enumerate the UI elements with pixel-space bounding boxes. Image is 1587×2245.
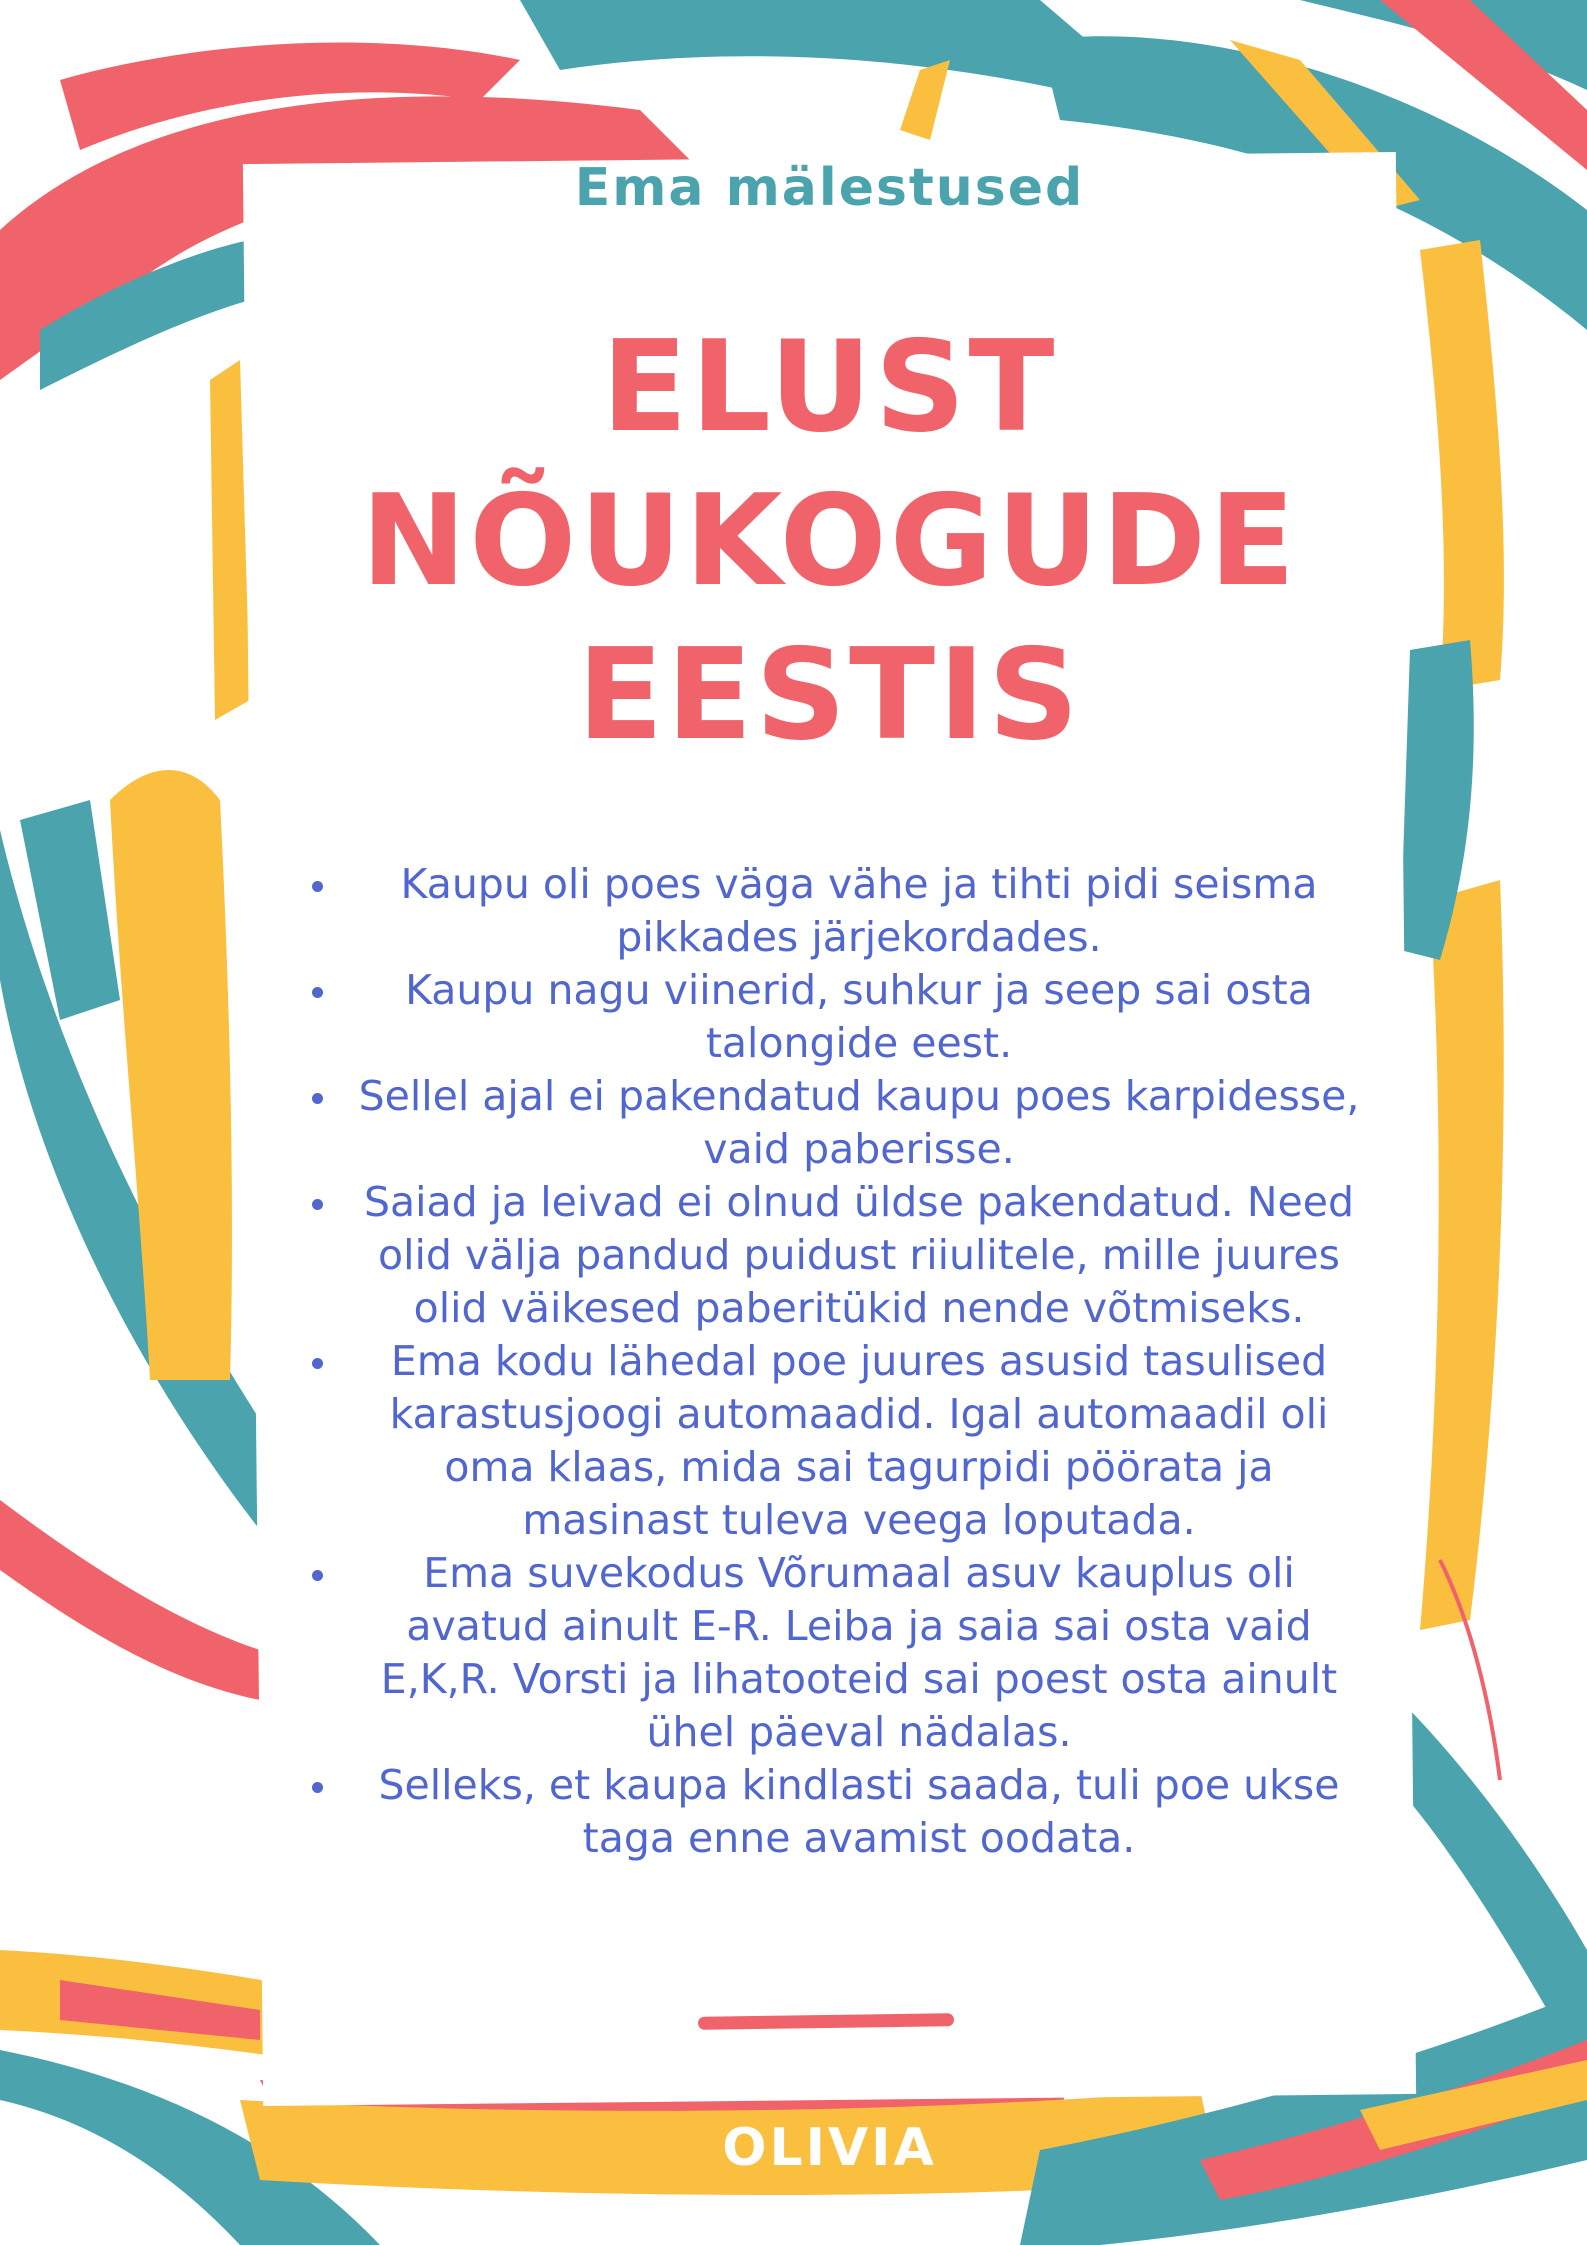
list-item-text: Kaupu nagu viinerid, suhkur ja seep sai osta talongide eest. bbox=[405, 966, 1313, 1067]
list-item-text: Sellel ajal ei pakendatud kaupu poes karpidesse, vaid paberisse. bbox=[358, 1072, 1360, 1173]
bullet-icon bbox=[312, 1358, 323, 1369]
list-item-text: Saiad ja leivad ei olnud üldse pakendatud. Need olid välja pandud puidust riiulitele, mille juures olid väikesed paberitükid nende võtmiseks. bbox=[364, 1178, 1354, 1332]
bullet-icon bbox=[312, 1782, 323, 1793]
memories-list bbox=[300, 858, 1370, 1865]
list-item bbox=[300, 1759, 1370, 1865]
page-title bbox=[253, 310, 1406, 772]
list-item bbox=[300, 964, 1370, 1070]
list-item bbox=[300, 1335, 1370, 1547]
bullet-icon bbox=[312, 1093, 323, 1104]
yellow-stroke-left-top bbox=[210, 360, 250, 720]
subtitle: Ema mälestused bbox=[574, 158, 1085, 218]
yellow-stroke-top bbox=[900, 60, 950, 140]
list-item bbox=[300, 1070, 1370, 1176]
list-item bbox=[300, 1547, 1370, 1759]
list-item bbox=[300, 858, 1370, 964]
bullet-icon bbox=[312, 881, 323, 892]
list-item-text: Ema kodu lähedal poe juures asusid tasulised karastusjoogi automaadid. Igal automaadil oli oma klaas, mida sai tagurpidi pöörata ja masinast tuleva veega loputada. bbox=[389, 1337, 1329, 1544]
list-item bbox=[300, 1176, 1370, 1335]
list-item-text: Kaupu oli poes väga vähe ja tihti pidi seisma pikkades järjekordades. bbox=[400, 860, 1318, 961]
yellow-stroke-right bbox=[1420, 240, 1504, 690]
coral-stroke-left bbox=[0, 1500, 260, 1700]
list-item-text: Ema suvekodus Võrumaal asuv kauplus oli avatud ainult E-R. Leiba ja saia sai osta vaid E,K,R. Vorsti ja lihatooteid sai poest osta ainult ühel päeval nädalas. bbox=[380, 1549, 1338, 1756]
author-name: OLIVIA bbox=[722, 2118, 937, 2178]
bullet-icon bbox=[312, 1570, 323, 1581]
title-line: EESTIS bbox=[577, 621, 1082, 768]
title-line: ELUST bbox=[601, 313, 1058, 460]
bullet-icon bbox=[312, 1199, 323, 1210]
bullet-icon bbox=[312, 987, 323, 998]
list-item-text: Selleks, et kaupa kindlasti saada, tuli poe ukse taga enne avamist oodata. bbox=[378, 1761, 1340, 1862]
title-line: NÕUKOGUDE bbox=[360, 467, 1299, 614]
yellow-stroke-right-2 bbox=[1420, 880, 1504, 1630]
